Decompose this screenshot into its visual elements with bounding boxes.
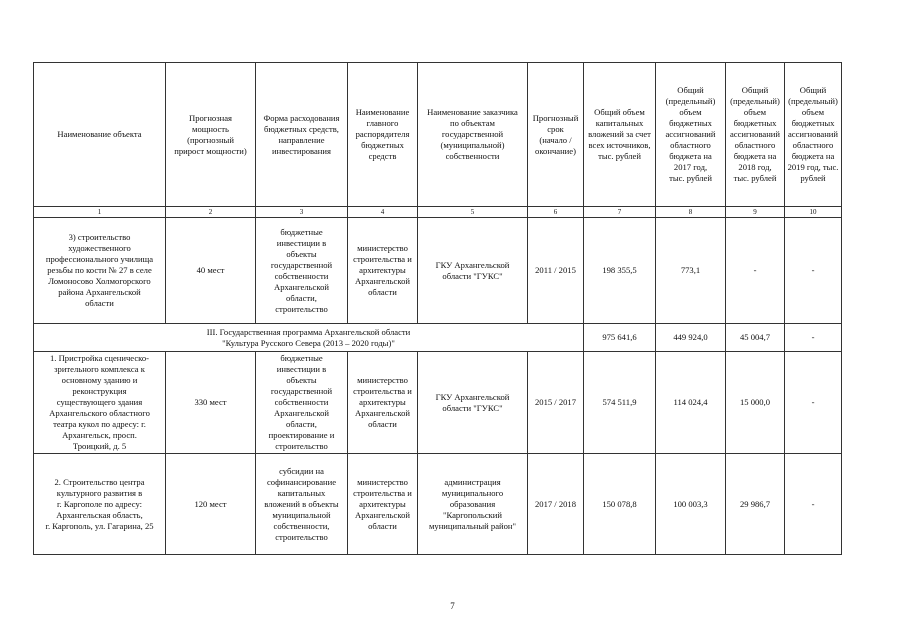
distributor-cell: министерство строительства и архитектуры Архангельской области: [348, 454, 418, 555]
total-investment-cell: 150 078,8: [584, 454, 656, 555]
column-number: 10: [785, 207, 842, 218]
term-cell: 2015 / 2017: [528, 352, 584, 454]
table-row: [34, 218, 842, 324]
header-total-investment: Общий объем капитальных вложений за счет всех источников, тыс. рублей: [584, 63, 656, 207]
spending-form-cell: субсидии на софинансирование капитальных вложений в объекты муниципальной собственности, строительство: [256, 454, 348, 555]
budget-2018-cell: 15 000,0: [726, 352, 785, 454]
column-number: 5: [418, 207, 528, 218]
spending-form-cell: бюджетные инвестиции в объекты государственной собственности Архангельской области, проектирование и строительство: [256, 352, 348, 454]
table-row: [34, 454, 842, 555]
budget-2017-cell: 100 003,3: [656, 454, 726, 555]
capital-investment-table: [33, 62, 842, 555]
column-number: 4: [348, 207, 418, 218]
total-investment-cell: 198 355,5: [584, 218, 656, 324]
column-number: 9: [726, 207, 785, 218]
total-investment-cell: 975 641,6: [584, 324, 656, 352]
header-budget-2019: Общий (предельный) объем бюджетных ассигнований областного бюджета на 2019 год, тыс. рублей: [785, 63, 842, 207]
budget-2018-cell: 45 004,7: [726, 324, 785, 352]
column-number-row: [34, 207, 842, 218]
column-number: 7: [584, 207, 656, 218]
spending-form-cell: бюджетные инвестиции в объекты государственной собственности Архангельской области, строительство: [256, 218, 348, 324]
customer-cell: администрация муниципального образования "Каргопольский муниципальный район": [418, 454, 528, 555]
budget-2019-cell: -: [785, 352, 842, 454]
term-cell: 2011 / 2015: [528, 218, 584, 324]
table-row: [34, 352, 842, 454]
budget-2017-cell: 114 024,4: [656, 352, 726, 454]
budget-2019-cell: -: [785, 218, 842, 324]
distributor-cell: министерство строительства и архитектуры Архангельской области: [348, 218, 418, 324]
column-number: 3: [256, 207, 348, 218]
object-name-cell: 3) строительство художественного профессионального училища резьбы по кости № 27 в селе Ломоносово Холмогорского района Архангельской области: [34, 218, 166, 324]
term-cell: 2017 / 2018: [528, 454, 584, 555]
section-title: III. Государственная программа Архангельской области "Культура Русского Севера (2013 – 2020 годы)": [34, 324, 584, 352]
header-main-distributor: Наименование главного распорядителя бюджетных средств: [348, 63, 418, 207]
header-row: [34, 63, 842, 207]
header-capacity: Прогнозная мощность (прогнозный прирост мощности): [166, 63, 256, 207]
budget-2018-cell: -: [726, 218, 785, 324]
column-number: 6: [528, 207, 584, 218]
section-row: [34, 324, 842, 352]
capacity-cell: 120 мест: [166, 454, 256, 555]
column-number: 1: [34, 207, 166, 218]
object-name-cell: 2. Строительство центра культурного развития в г. Каргополе по адресу: Архангельская область, г. Каргополь, ул. Гагарина, 25: [34, 454, 166, 555]
budget-2019-cell: -: [785, 454, 842, 555]
page-number: 7: [450, 601, 455, 611]
budget-2017-cell: 449 924,0: [656, 324, 726, 352]
header-budget-2017: Общий (предельный) объем бюджетных ассигнований областного бюджета на 2017 год, тыс. рублей: [656, 63, 726, 207]
column-number: 8: [656, 207, 726, 218]
header-term: Прогнозный срок (начало / окончание): [528, 63, 584, 207]
capacity-cell: 40 мест: [166, 218, 256, 324]
distributor-cell: министерство строительства и архитектуры Архангельской области: [348, 352, 418, 454]
total-investment-cell: 574 511,9: [584, 352, 656, 454]
budget-2018-cell: 29 986,7: [726, 454, 785, 555]
header-budget-2018: Общий (предельный) объем бюджетных ассигнований областного бюджета на 2018 год, тыс. рублей: [726, 63, 785, 207]
capacity-cell: 330 мест: [166, 352, 256, 454]
budget-2017-cell: 773,1: [656, 218, 726, 324]
budget-2019-cell: -: [785, 324, 842, 352]
customer-cell: ГКУ Архангельской области "ГУКС": [418, 218, 528, 324]
header-customer: Наименование заказчика по объектам государственной (муниципальной) собственности: [418, 63, 528, 207]
column-number: 2: [166, 207, 256, 218]
customer-cell: ГКУ Архангельской области "ГУКС": [418, 352, 528, 454]
object-name-cell: 1. Пристройка сценическо- зрительного комплекса к основному зданию и реконструкция существующего здания Архангельского областного театра кукол по адресу: г. Архангельск, просп. Троицкий, д. 5: [34, 352, 166, 454]
header-object-name: Наименование объекта: [34, 63, 166, 207]
header-spending-form: Форма расходования бюджетных средств, направление инвестирования: [256, 63, 348, 207]
